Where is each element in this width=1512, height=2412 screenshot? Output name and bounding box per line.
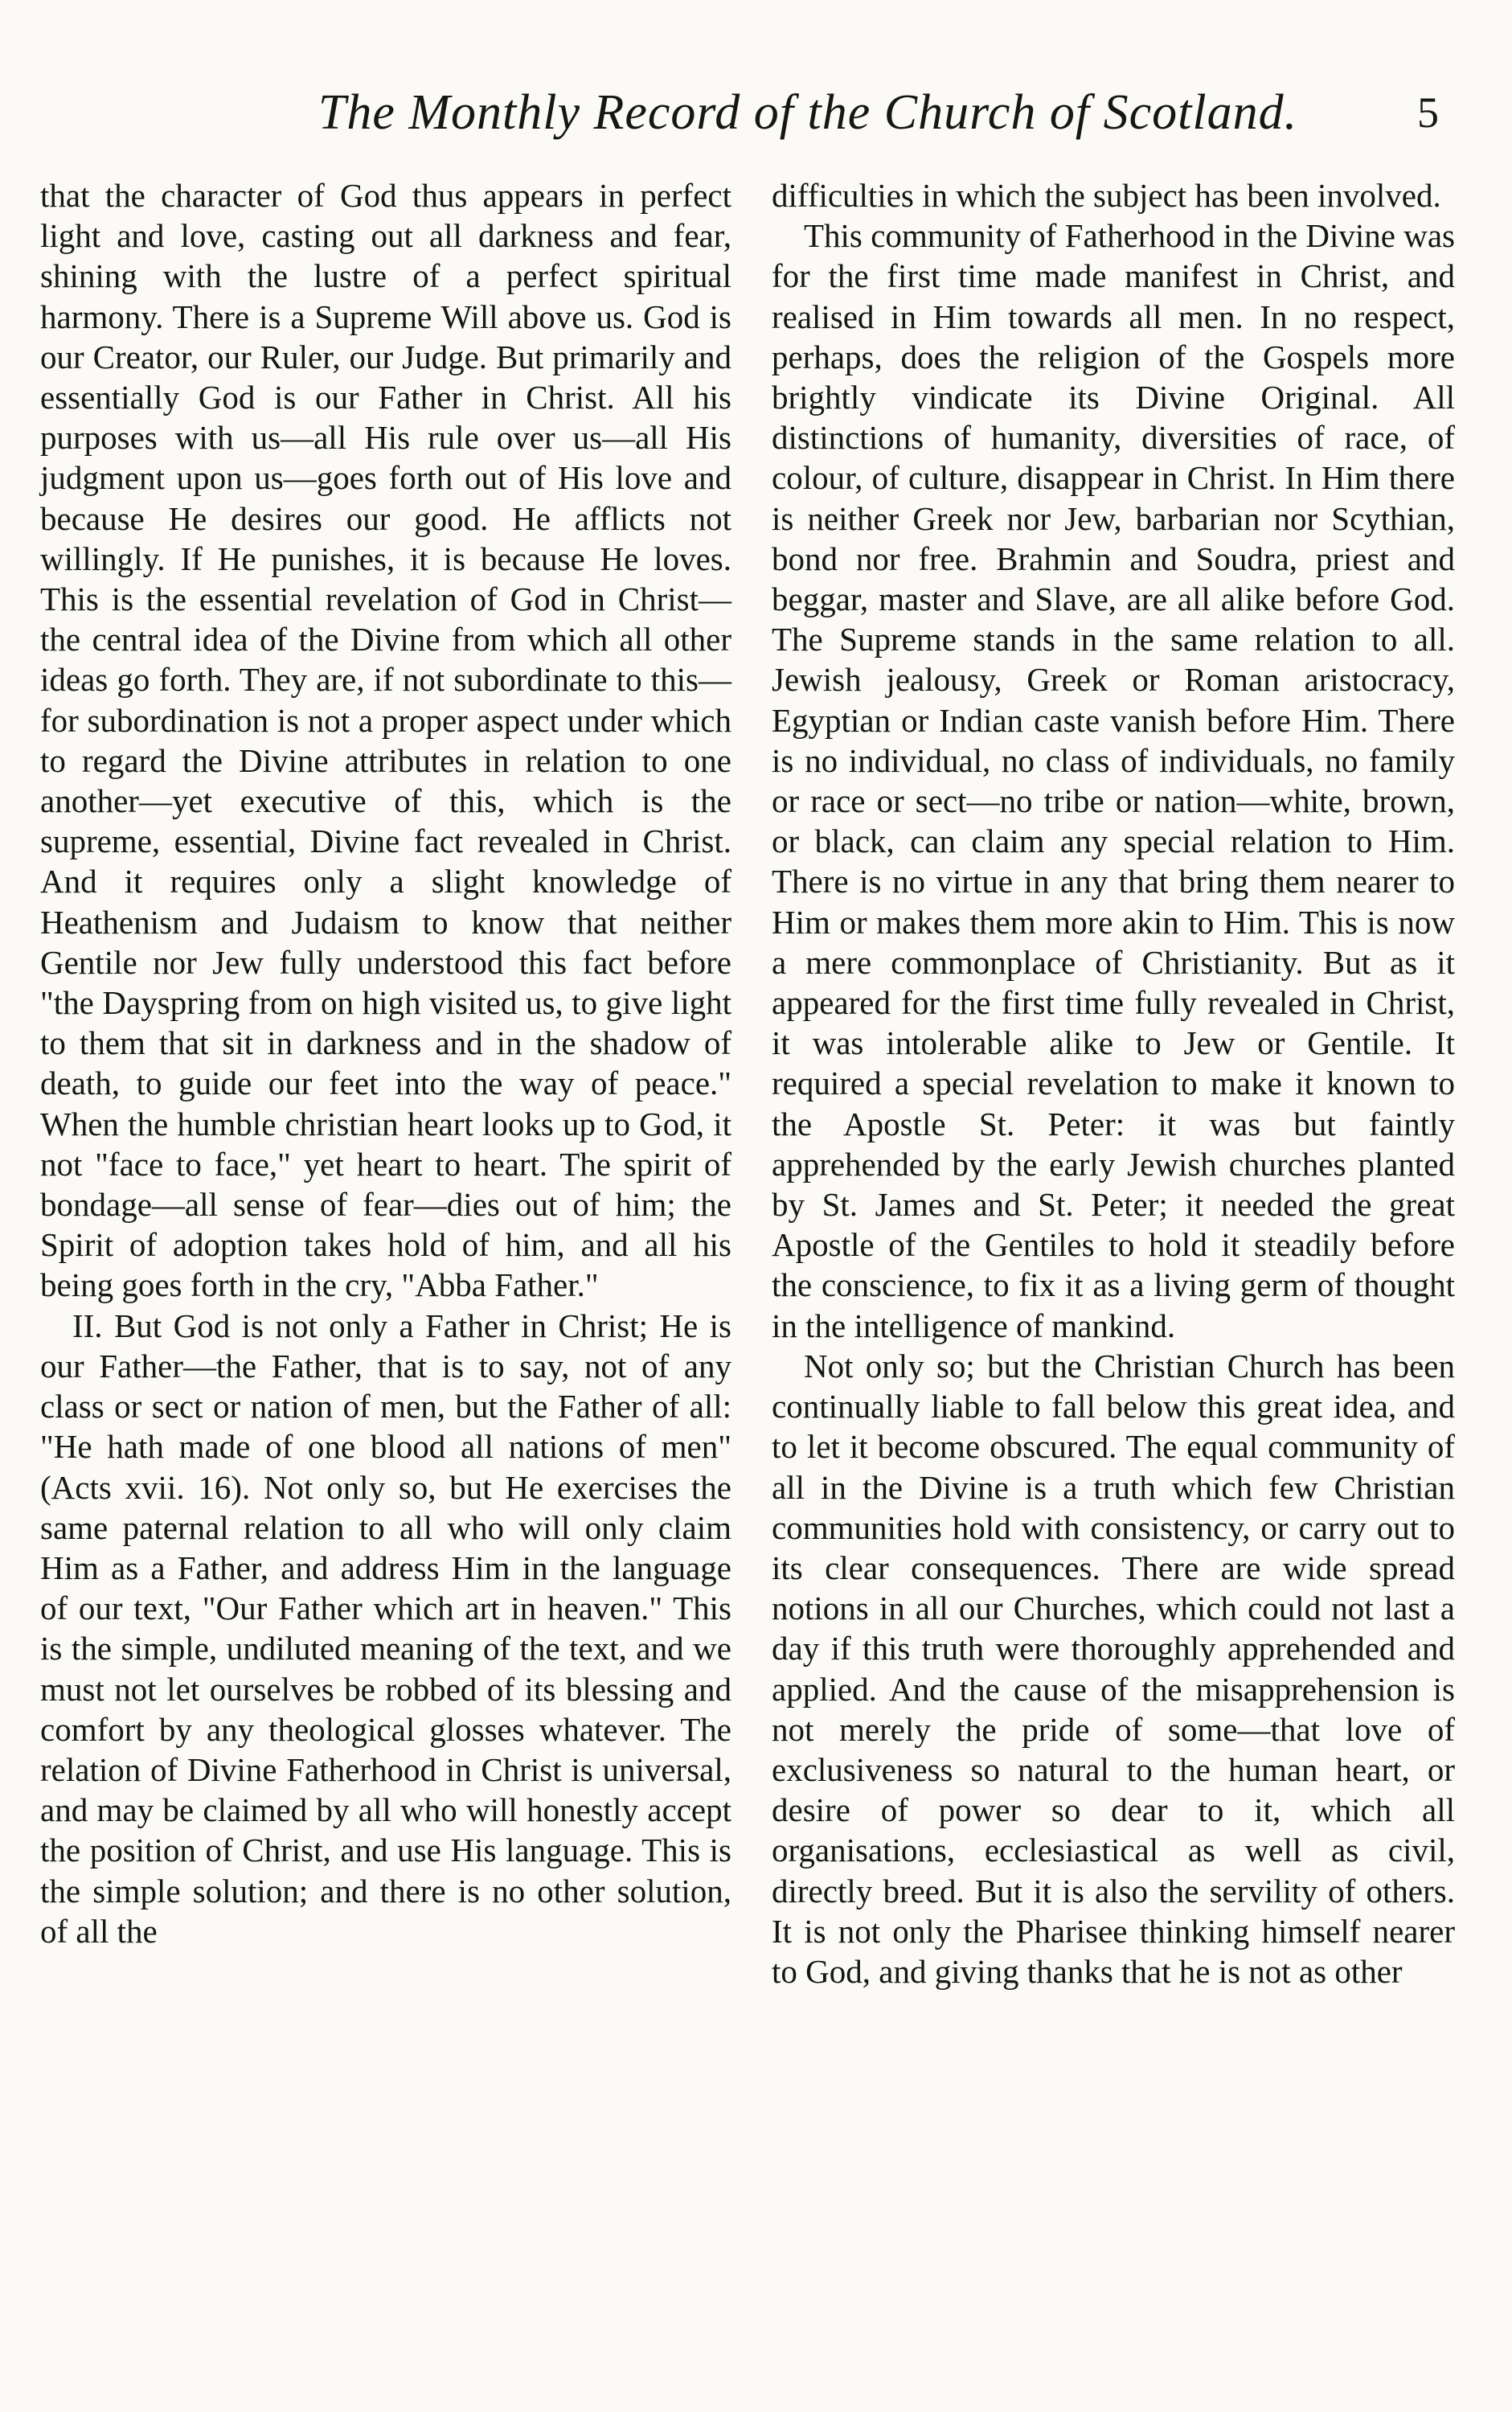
paragraph: difficulties in which the subject has been involved. [772, 177, 1441, 214]
running-title: The Monthly Record of the Church of Scotland. [318, 85, 1298, 140]
paragraph: that the character of God thus appears in perfect light and love, casting out all darkness and fear, shining with the lustre of a perfect spiritual harmony. There is a Supreme Will above us. God is our Creator, our Ruler, our Judge. But primarily and essentially God is our Father in Christ. All his purposes with us—all His rule over us—all His judgment upon us—goes forth out of His love and because He desires our good. He afflicts not willingly. If He punishes, it is because He loves. This is the essential revelation of God in Christ—the central idea of the Divine from which all other ideas go forth. They are, if not subordinate to this—for subordination is not a proper aspect under which to regard the Divine attributes in relation to one another—yet executive of this, which is the supreme, essential, Divine fact revealed in Christ. And it requires only a slight knowledge of Heathenism and Judaism to know that neither Gentile nor Jew fully understood this fact before "the Dayspring from on high visited us, to give light to them that sit in darkness and in the shadow of death, to guide our feet into the way of peace." When the humble christian heart looks up to God, it not "face to face," yet heart to heart. The spirit of bondage—all sense of fear—dies out of him; the Spirit of adoption takes hold of him, and all his being goes forth in the cry, "Abba Father." [40, 177, 731, 1304]
left-column [40, 175, 731, 2378]
paragraph: II. But God is not only a Father in Christ; He is our Father—the Father, that is to say, not of any class or sect or nation of men, but the Father of all: "He hath made of one blood all nations of men" (Acts xvii. 16). Not only so, but He exercises the same paternal relation to all who will only claim Him as a Father, and address Him in the language of our text, "Our Father which art in heaven." This is the simple, undiluted meaning of the text, and we must not let ourselves be robbed of its blessing and comfort by any theological glosses whatever. The relation of Divine Fatherhood in Christ is universal, and may be claimed by all who will honestly accept the position of Christ, and use His language. This is the simple solution; and there is no other solution, of all the [40, 1306, 731, 1950]
page-number: 5 [1417, 88, 1439, 137]
paragraph: Not only so; but the Christian Church has been continually liable to fall below this great idea, and to let it become obscured. The equal community of all in the Divine is a truth which few Christian communities hold with consistency, or carry out to its clear consequences. There are wide spread notions in all our Churches, which could not last a day if this truth were thoroughly apprehended and applied. And the cause of the misapprehension is not merely the pride of some—that love of exclusiveness so natural to the human heart, or desire of power so dear to it, which all organisations, ecclesiastical as well as civil, directly breed. But it is also the servility of others. It is not only the Pharisee thinking himself nearer to God, and giving thanks that he is not as other [772, 1347, 1455, 1990]
right-column [772, 175, 1455, 2378]
paragraph: This community of Fatherhood in the Divine was for the first time made manifest in Christ, and realised in Him towards all men. In no respect, perhaps, does the religion of the Gospels more brightly vindicate its Divine Original. All distinctions of humanity, diversities of race, of colour, of culture, disappear in Christ. In Him there is neither Greek nor Jew, barbarian nor Scythian, bond nor free. Brahmin and Soudra, priest and beggar, master and Slave, are all alike before God. The Supreme stands in the same relation to all. Jewish jealousy, Greek or Roman aristocracy, Egyptian or Indian caste vanish before Him. There is no individual, no class of individuals, no family or race or sect—no tribe or nation—white, brown, or black, can claim any special relation to Him. There is no virtue in any that bring them nearer to Him or makes them more akin to Him. This is now a mere commonplace of Christianity. But as it appeared for the first time fully revealed in Christ, it was intolerable alike to Jew or Gentile. It required a special revelation to make it known to the Apostle St. Peter: it was but faintly apprehended by the early Jewish churches planted by St. James and St. Peter; it needed the great Apostle of the Gentiles to hold it steadily before the conscience, to fix it as a living germ of thought in the intelligence of mankind. [772, 217, 1455, 1344]
running-header [177, 80, 1439, 145]
